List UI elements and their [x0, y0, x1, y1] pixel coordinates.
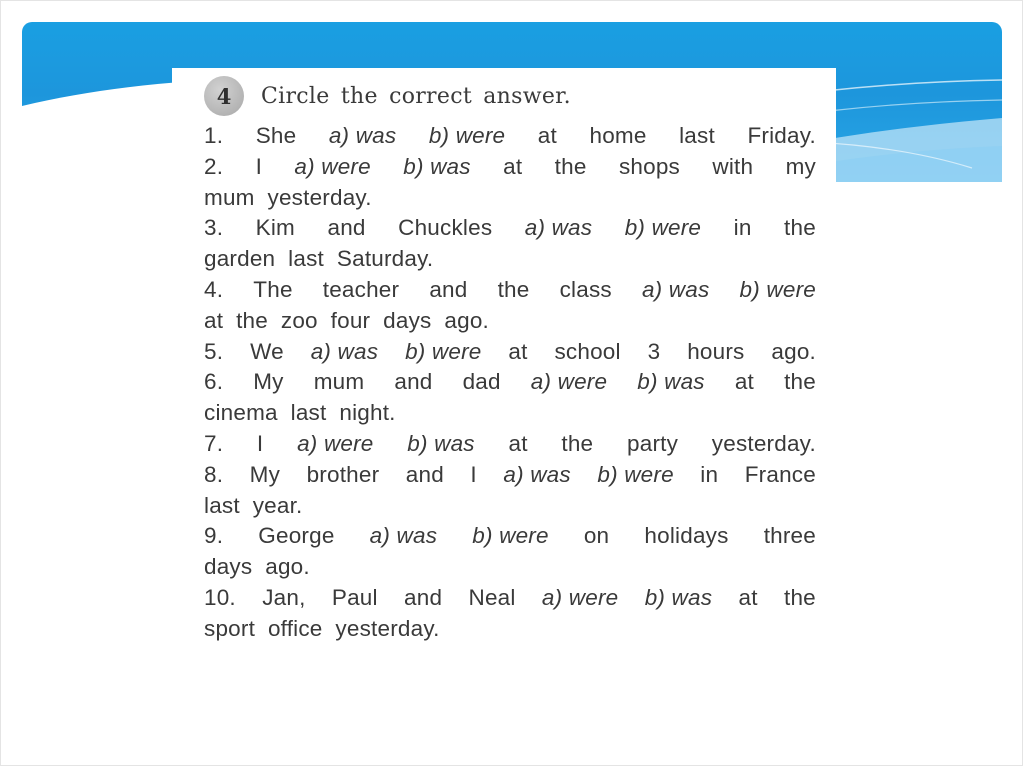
word: the [236, 307, 268, 333]
word: the [554, 153, 587, 179]
exercise-line [204, 213, 816, 244]
exercise-items [204, 121, 816, 645]
word: office [267, 615, 323, 641]
word: at [204, 307, 224, 333]
exercise-line [204, 583, 816, 614]
word: on [583, 523, 610, 549]
exercise-line [204, 460, 816, 491]
word: dad [462, 369, 501, 395]
answer-option[interactable]: a) was [641, 276, 710, 302]
word: in [700, 461, 719, 487]
word: 3 [647, 338, 661, 364]
word: party [627, 430, 679, 456]
word: the [784, 584, 816, 610]
exercise-line [204, 244, 816, 275]
word: three [763, 523, 816, 549]
word: Kim [255, 215, 296, 241]
answer-option[interactable]: a) were [294, 153, 371, 179]
word: home [589, 123, 647, 148]
word: at [537, 123, 557, 148]
exercise-line [204, 121, 816, 152]
answer-option[interactable]: a) was [524, 215, 593, 241]
word: brother [306, 461, 380, 487]
word: My [249, 461, 281, 487]
word: and [429, 276, 468, 302]
word: 1. [204, 123, 224, 148]
word: ago. [771, 338, 816, 364]
answer-option[interactable]: a) was [503, 461, 571, 487]
word: days [383, 307, 432, 333]
exercise-line [204, 183, 816, 214]
answer-option[interactable]: b) was [407, 430, 475, 456]
word: My [253, 369, 284, 395]
exercise-line [204, 337, 816, 368]
exercise-line [204, 491, 816, 522]
word: the [561, 430, 594, 456]
word: yesterday. [267, 184, 372, 210]
word: the [497, 276, 530, 302]
exercise-line [204, 614, 816, 645]
worksheet [172, 68, 836, 658]
exercise-line [204, 398, 816, 429]
word: four [330, 307, 371, 333]
word: 5. [204, 338, 224, 364]
word: cinema [204, 400, 278, 426]
word: and [404, 584, 443, 610]
word: 10. [204, 584, 236, 610]
answer-option[interactable]: a) was [328, 123, 397, 148]
word: and [394, 369, 433, 395]
word: shops [618, 153, 680, 179]
word: last [679, 123, 715, 148]
word: and [405, 461, 444, 487]
word: yesterday. [711, 430, 816, 456]
word: Paul [331, 584, 378, 610]
exercise-line [204, 306, 816, 337]
word: mum [204, 184, 255, 210]
word: last [288, 246, 324, 272]
answer-option[interactable]: b) were [428, 123, 506, 148]
answer-option[interactable]: a) was [369, 523, 438, 549]
answer-option[interactable]: a) was [310, 338, 379, 364]
answer-option[interactable]: b) were [624, 215, 702, 241]
word: teacher [322, 276, 400, 302]
word: 8. [204, 461, 224, 487]
word: ago. [265, 554, 310, 580]
word: last [290, 400, 327, 426]
word: at [503, 153, 523, 179]
exercise-line [204, 429, 816, 460]
word: zoo [280, 307, 318, 333]
word: She [255, 123, 297, 148]
word: holidays [644, 523, 729, 549]
word: France [744, 461, 816, 487]
answer-option[interactable]: b) were [597, 461, 674, 487]
answer-option[interactable]: b) were [405, 338, 482, 364]
exercise-line [204, 521, 816, 552]
task-title: Circle the correct answer. [261, 83, 571, 109]
answer-option[interactable]: b) was [644, 584, 713, 610]
word: 3. [204, 215, 224, 241]
answer-option[interactable]: a) were [530, 369, 608, 395]
answer-option[interactable]: b) was [403, 153, 471, 179]
word: in [733, 215, 752, 241]
word: days [204, 554, 253, 580]
word: sport [204, 615, 256, 641]
word: 9. [204, 523, 224, 549]
exercise-line [204, 275, 816, 306]
exercise-line [204, 152, 816, 183]
word: 7. [204, 430, 224, 456]
word: 4. [204, 276, 224, 302]
word: Jan, [262, 584, 306, 610]
answer-option[interactable]: a) were [297, 430, 374, 456]
word: hours [687, 338, 745, 364]
exercise-line [204, 367, 816, 398]
word: I [470, 461, 477, 487]
answer-option[interactable]: a) were [541, 584, 619, 610]
word: Friday. [747, 123, 816, 148]
word: at [734, 369, 754, 395]
word: The [253, 276, 293, 302]
word: yesterday. [335, 615, 440, 641]
word: at [508, 430, 528, 456]
word: ago. [444, 307, 489, 333]
word: with [712, 153, 754, 179]
word: at [508, 338, 528, 364]
word: night. [339, 400, 396, 426]
answer-option[interactable]: b) were [739, 276, 816, 302]
word: I [255, 153, 263, 179]
word: class [559, 276, 612, 302]
word: Neal [468, 584, 516, 610]
word: my [785, 153, 816, 179]
word: and [327, 215, 366, 241]
word: year. [252, 492, 303, 518]
word: 6. [204, 369, 224, 395]
task-header [204, 74, 571, 118]
word: We [250, 338, 284, 364]
word: 2. [204, 153, 224, 179]
word: Saturday. [336, 246, 434, 272]
word: George [258, 523, 335, 549]
word: Chuckles [398, 215, 493, 241]
word: last [204, 492, 240, 518]
word: the [784, 215, 816, 241]
answer-option[interactable]: b) was [637, 369, 705, 395]
word: at [738, 584, 758, 610]
exercise-line [204, 552, 816, 583]
task-number-badge: 4 [204, 76, 244, 116]
word: the [784, 369, 816, 395]
word: garden [204, 246, 276, 272]
answer-option[interactable]: b) were [472, 523, 549, 549]
word: I [256, 430, 264, 456]
word: school [554, 338, 621, 364]
word: mum [313, 369, 365, 395]
